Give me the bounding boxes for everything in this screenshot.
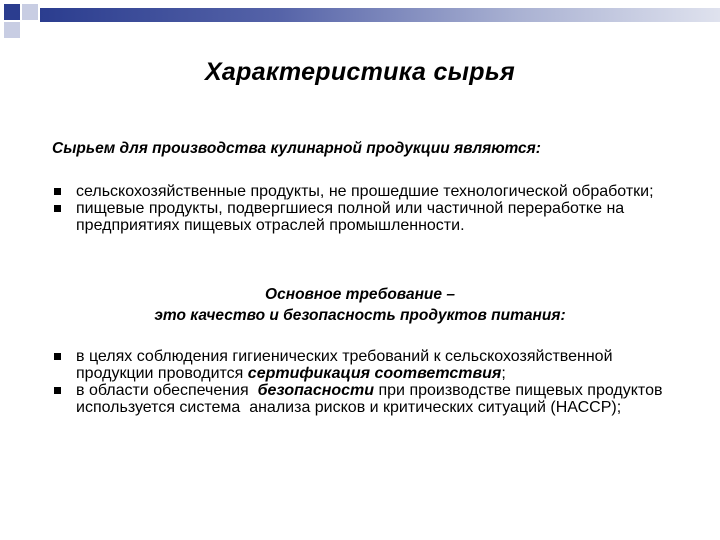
decor-square-2 bbox=[22, 4, 38, 20]
decor-square-3 bbox=[4, 22, 20, 38]
square-bullet-icon bbox=[54, 188, 61, 195]
list-item bbox=[52, 183, 692, 200]
square-bullet-icon bbox=[54, 205, 61, 212]
list-item-text: пищевые продукты, подвергшиеся полной или частичной переработке на предприятиях пищевых отраслей промышленности. bbox=[76, 200, 625, 234]
slide-title: Характеристика сырья bbox=[204, 58, 516, 86]
square-bullet-icon bbox=[54, 387, 61, 394]
text-after: при производстве пищевых продуктов используется система анализа рисков и критических ситуаций (НАССР); bbox=[76, 382, 667, 416]
corner-decoration bbox=[0, 0, 50, 44]
measures-list bbox=[52, 348, 692, 416]
requirement-line-1: Основное требование – bbox=[265, 286, 455, 303]
raw-materials-list bbox=[52, 183, 692, 234]
list-item bbox=[52, 200, 692, 234]
list-item-text: сельскохозяйственные продукты, не прошедшие технологической обработки; bbox=[76, 183, 654, 200]
list-item bbox=[52, 382, 692, 416]
intro-heading: Сырьем для производства кулинарной продукции являются: bbox=[52, 140, 541, 157]
text-after: ; bbox=[501, 365, 506, 382]
emphasis-text: безопасности bbox=[257, 382, 375, 399]
decor-square-4 bbox=[22, 22, 38, 38]
list-item bbox=[52, 348, 692, 382]
emphasis-text: сертификация соответствия bbox=[247, 365, 502, 382]
text-before: в области обеспечения bbox=[76, 382, 258, 399]
requirement-line-2: это качество и безопасность продуктов питания: bbox=[154, 307, 566, 324]
decor-square-1 bbox=[4, 4, 20, 20]
text-before: в целях соблюдения гигиенических требований к сельскохозяйственной продукции проводится bbox=[76, 348, 613, 382]
header-gradient-bar bbox=[40, 8, 720, 22]
square-bullet-icon bbox=[54, 353, 61, 360]
list-item-text bbox=[76, 348, 613, 382]
list-item-text bbox=[76, 382, 667, 416]
